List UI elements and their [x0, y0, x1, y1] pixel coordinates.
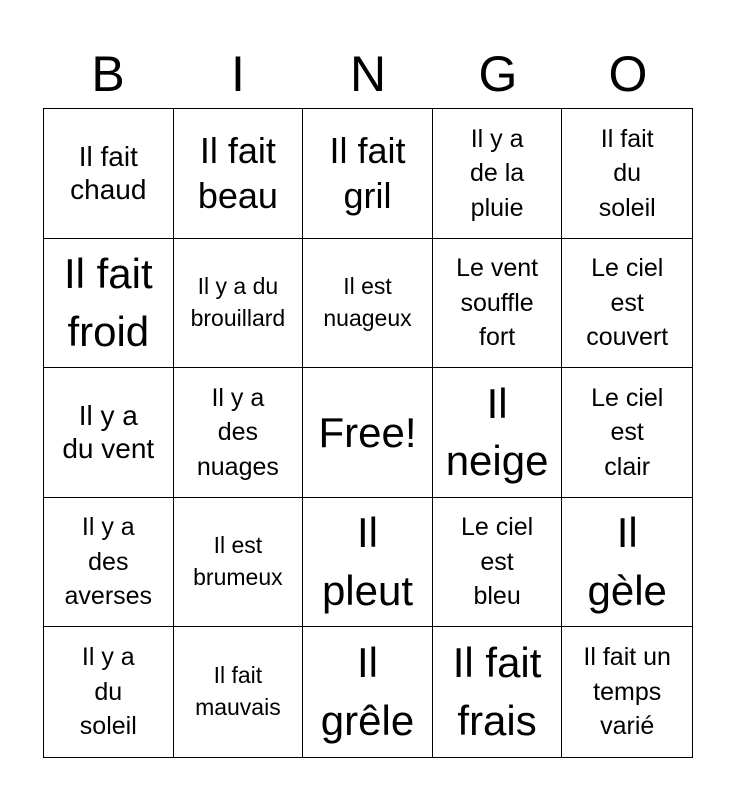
cell-label: Il est brumeux: [193, 532, 283, 591]
bingo-cell[interactable]: [44, 498, 174, 628]
bingo-cell[interactable]: [303, 109, 433, 239]
bingo-cell[interactable]: [174, 627, 304, 757]
cell-label: Il fait chaud: [70, 141, 147, 206]
cell-label: Il fait froid: [63, 249, 153, 355]
bingo-cell[interactable]: [433, 498, 563, 628]
cell-label: Il fait gril: [329, 130, 406, 217]
bingo-cell[interactable]: [174, 109, 304, 239]
bingo-cell[interactable]: [44, 368, 174, 498]
bingo-cell[interactable]: [562, 498, 692, 628]
bingo-cell[interactable]: [433, 109, 563, 239]
cell-label: Le ciel est bleu: [460, 513, 534, 611]
bingo-cell[interactable]: [433, 368, 563, 498]
cell-label: Il y a du brouillard: [190, 273, 286, 331]
bingo-header: [43, 40, 693, 108]
bingo-cell[interactable]: [174, 498, 304, 628]
cell-label: Il y a des averses: [64, 513, 153, 611]
bingo-cell[interactable]: [562, 368, 692, 498]
bingo-cell[interactable]: [303, 627, 433, 757]
cell-label: Il pleut: [321, 509, 414, 615]
bingo-cell[interactable]: [562, 627, 692, 757]
cell-label: Il y a des nuages: [196, 383, 279, 481]
bingo-cell[interactable]: [303, 239, 433, 369]
bingo-cell[interactable]: [44, 109, 174, 239]
cell-label: Il y a du vent: [62, 400, 155, 465]
cell-label: Le vent souffle fort: [456, 254, 539, 352]
cell-label: Il y a du soleil: [79, 643, 137, 741]
header-letter-b: B: [91, 46, 125, 102]
free-space[interactable]: [303, 368, 433, 498]
bingo-cell[interactable]: [174, 368, 304, 498]
header-letter-n: N: [349, 46, 387, 102]
header-letter-g: G: [478, 46, 518, 102]
cell-label: Il fait du soleil: [598, 124, 656, 222]
bingo-cell[interactable]: [44, 627, 174, 757]
cell-label: Free!: [318, 408, 417, 456]
bingo-cell[interactable]: [303, 498, 433, 628]
cell-label: Il y a de la pluie: [469, 124, 525, 222]
bingo-cell[interactable]: [44, 239, 174, 369]
cell-label: Le ciel est couvert: [586, 254, 669, 352]
bingo-cell[interactable]: [433, 627, 563, 757]
cell-label: Il gèle: [587, 509, 667, 615]
cell-label: Il fait beau: [197, 130, 278, 217]
cell-label: Il grêle: [320, 639, 415, 745]
cell-label: Il est nuageux: [323, 273, 412, 331]
bingo-cell[interactable]: [562, 239, 692, 369]
cell-label: Il fait un temps varié: [583, 643, 671, 741]
cell-label: Il fait mauvais: [195, 662, 281, 721]
bingo-board: [43, 108, 693, 758]
bingo-cell[interactable]: [562, 109, 692, 239]
header-letter-i: I: [231, 46, 245, 102]
cell-label: Il fait frais: [452, 639, 542, 745]
header-letter-o: O: [608, 46, 648, 102]
bingo-cell[interactable]: [174, 239, 304, 369]
cell-label: Le ciel est clair: [591, 383, 664, 481]
cell-label: Il neige: [445, 379, 549, 485]
bingo-cell[interactable]: [433, 239, 563, 369]
